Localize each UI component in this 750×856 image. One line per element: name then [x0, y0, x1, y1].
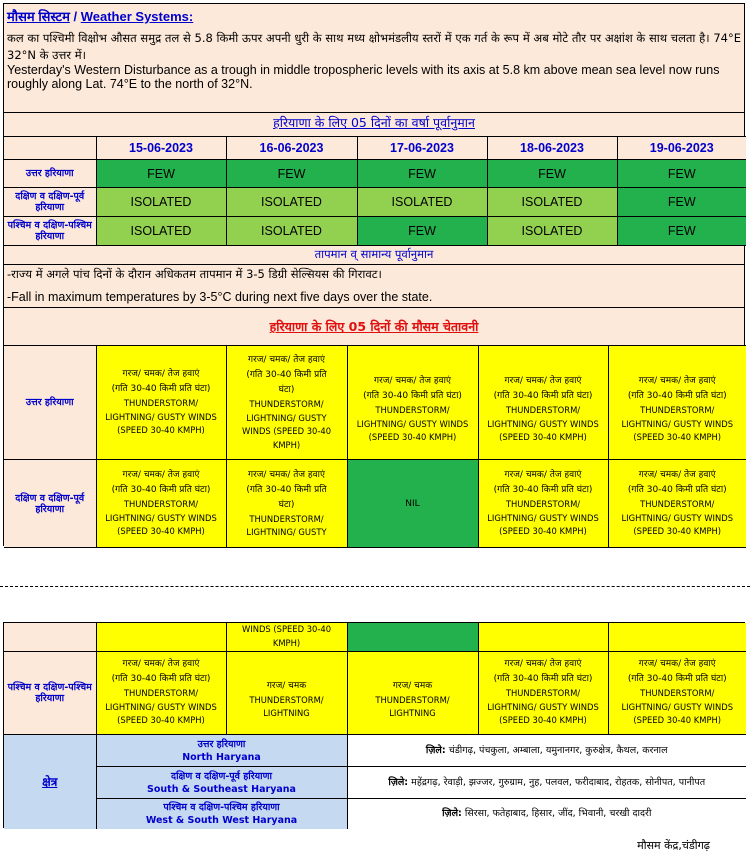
cell-text-line: गरज/ चमक/ तेज हवाएं: [122, 659, 200, 670]
bulletin-page-2: [3, 622, 745, 828]
cell-text-line: (SPEED 30-40 KMPH): [499, 715, 587, 726]
weather-warning-table-continued: [4, 623, 746, 735]
issuing-office: मौसम केंद्र,चंडीगढ़: [637, 839, 710, 852]
zone-name: [96, 799, 347, 829]
cell-text-line: LIGHTNING/ GUSTY: [246, 527, 327, 537]
temperature-text-hindi: -राज्य में अगले पांच दिनों के दौरान अधिकतम तापमान में 3-5 डिग्री सेल्सियस की गिरावट।: [7, 267, 382, 281]
cell-text-line: गरज/ चमक/ तेज हवाएं: [504, 376, 582, 387]
cell-text-line: (गति 30-40 किमी प्रति घंटा): [493, 674, 593, 685]
rainfall-cell: FEW: [617, 217, 746, 246]
cell-text-line: गरज/ चमक/ तेज हवाएं: [638, 470, 716, 481]
region-label-south: दक्षिण व दक्षिण-पूर्व हरियाणा: [4, 188, 96, 217]
rainfall-cell: ISOLATED: [226, 217, 357, 246]
rainfall-cell: FEW: [487, 160, 617, 188]
cell-text-line: THUNDERSTORM/: [505, 499, 581, 510]
cell-text-line: (गति 30-40 किमी प्रति: [246, 484, 327, 495]
cell-text-line: (गति 30-40 किमी प्रति घंटा): [493, 485, 593, 496]
cell-text-line: LIGHTNING/ GUSTY WINDS: [621, 701, 734, 712]
rainfall-forecast-title: हरियाणा के लिए 05 दिनों का वर्षा पूर्वानुमान: [273, 115, 475, 130]
cell-text-line: गरज/ चमक: [266, 680, 307, 691]
weather-systems-text-hindi: कल का पश्चिमी विक्षोभ औसत समुद्र तल से 5.8 किमी ऊपर अपनी धुरी के साथ मध्य क्षोभमंडलीय स्तरों में एक गर्त के रूप में अब मोटे तौर पर अक्षांश के साथ चलता है। 74°E 32°N के उत्तर में।: [7, 31, 741, 62]
warning-cell: [478, 651, 608, 734]
cell-text-line: North Haryana: [182, 751, 261, 763]
cell-text-line: WINDS (SPEED 30-40: [241, 426, 332, 436]
warning-cell: [608, 460, 746, 548]
cell-text-line: घंटा): [278, 385, 295, 395]
zones-label-cell: [4, 735, 96, 829]
cell-text-line: THUNDERSTORM/: [375, 694, 450, 705]
temperature-text-english: -Fall in maximum temperatures by 3-5°C during next five days over the state.: [7, 290, 433, 304]
cell-text-line: घंटा): [278, 499, 295, 510]
cell-text-line: LIGHTNING/ GUSTY: [246, 412, 327, 423]
table-corner: [4, 137, 96, 160]
cell-text-line: LIGHTNING: [389, 708, 436, 718]
cell-text-line: LIGHTNING/ GUSTY WINDS: [105, 512, 217, 523]
cell-text-line: (SPEED 30-40 KMPH): [117, 715, 205, 726]
cell-text-line: गरज/ चमक: [392, 680, 433, 691]
cell-text-line: KMPH): [272, 637, 301, 648]
cell-text-line: पश्चिम व दक्षिण-पश्चिम हरियाणा: [163, 801, 280, 813]
rainfall-cell: ISOLATED: [226, 188, 357, 217]
cell-text-line: (SPEED 30-40 KMPH): [117, 526, 205, 537]
cell-text-line: THUNDERSTORM/: [249, 399, 324, 409]
cell-text-line: गरज/ चमक/ तेज हवाएं: [638, 376, 716, 387]
weather-systems-heading: [4, 4, 744, 25]
rainfall-cell: FEW: [357, 160, 487, 188]
region-label-west: पश्चिम व दक्षिण-पश्चिम हरियाणा: [4, 217, 96, 246]
cell-text: ज़िले:: [442, 807, 462, 819]
rainfall-cell: ISOLATED: [487, 217, 617, 246]
rainfall-cell: ISOLATED: [487, 188, 617, 217]
cell-text-line: THUNDERSTORM/: [640, 688, 715, 699]
bulletin-page-1: [3, 3, 745, 546]
cell-text-line: THUNDERSTORM/: [123, 688, 199, 699]
zone-districts: [347, 799, 746, 829]
rainfall-forecast-table: [4, 136, 746, 246]
zone-name: [96, 767, 347, 799]
rainfall-cell: ISOLATED: [96, 188, 226, 217]
cell-text-line: WINDS (SPEED 30-40: [241, 624, 332, 635]
cell-text-line: (गति 30-40 किमी प्रति घंटा): [363, 391, 462, 402]
cell-text-line: गरज/ चमक/ तेज हवाएं: [122, 369, 200, 380]
weather-systems-text-english: Yesterday's Western Disturbance as a trough in middle tropospheric levels with its axis at 5.8 km above mean sea level now runs roughly along Lat. 74°E to the north of 32°N.: [7, 63, 720, 91]
zones-label: क्षेत्र: [42, 775, 58, 790]
cell-text-line: (गति 30-40 किमी प्रति घंटा): [111, 384, 211, 395]
cell-text: सिरसा, फतेहाबाद, हिसार, जींद, भिवानी, चरखी दादरी: [464, 807, 652, 819]
warning-cell: [478, 346, 608, 460]
date-header: 16-06-2023: [226, 137, 357, 160]
rainfall-cell: FEW: [226, 160, 357, 188]
warning-cell: [96, 623, 226, 651]
cell-text: ज़िले:: [388, 776, 409, 788]
cell-text-line: गरज/ चमक/ तेज हवाएं: [374, 376, 451, 387]
cell-text-line: West & South West Haryana: [145, 814, 298, 826]
warning-cell: [226, 460, 347, 548]
cell-text-line: दक्षिण व दक्षिण-पूर्व हरियाणा: [171, 770, 272, 782]
cell-text-line: (SPEED 30-40 KMPH): [633, 715, 722, 726]
warning-region-north: उत्तर हरियाणा: [4, 346, 96, 460]
warning-cell-nil-continued: [347, 623, 478, 651]
cell-text-line: THUNDERSTORM/: [505, 688, 581, 699]
cell-text-line: गरज/ चमक/ तेज हवाएं: [504, 659, 582, 670]
date-header: 15-06-2023: [96, 137, 226, 160]
warning-cell: [478, 460, 608, 548]
cell-text-line: गरज/ चमक/ तेज हवाएं: [122, 470, 200, 481]
rainfall-cell: FEW: [617, 188, 746, 217]
cell-text-line: LIGHTNING/ GUSTY WINDS: [356, 418, 469, 429]
rainfall-cell: ISOLATED: [357, 188, 487, 217]
heading-separator: /: [73, 9, 78, 24]
cell-text-line: KMPH): [272, 439, 301, 450]
zone-districts: [347, 767, 746, 799]
cell-text-line: गरज/ चमक/ तेज हवाएं: [504, 470, 582, 481]
warning-cell: [96, 460, 226, 548]
cell-text-line: THUNDERSTORM/: [123, 398, 199, 409]
warning-cell: [478, 623, 608, 651]
warning-cell: [226, 651, 347, 734]
weather-systems-section: [4, 4, 744, 112]
warning-cell: [347, 651, 478, 734]
cell-text-line: THUNDERSTORM/: [640, 405, 715, 416]
cell-text-line: (SPEED 30-40 KMPH): [117, 425, 205, 436]
date-header: 19-06-2023: [617, 137, 746, 160]
cell-text-line: LIGHTNING/ GUSTY WINDS: [621, 512, 734, 523]
cell-text-line: (SPEED 30-40 KMPH): [499, 432, 587, 443]
cell-text-line: (गति 30-40 किमी प्रति घंटा): [627, 391, 727, 402]
warning-cell: [608, 346, 746, 460]
cell-text-line: LIGHTNING/ GUSTY WINDS: [487, 701, 599, 712]
zone-name: [96, 735, 347, 767]
warning-cell: [96, 346, 226, 460]
cell-text-line: THUNDERSTORM/: [123, 499, 199, 510]
date-header: 17-06-2023: [357, 137, 487, 160]
cell-text-line: LIGHTNING/ GUSTY WINDS: [487, 418, 599, 429]
warning-region-west: पश्चिम व दक्षिण-पश्चिम हरियाणा: [4, 651, 96, 734]
cell-text-line: (SPEED 30-40 KMPH): [633, 432, 722, 443]
warning-cell-nil: NIL: [347, 460, 478, 548]
rainfall-cell: FEW: [617, 160, 746, 188]
cell-text-line: LIGHTNING/ GUSTY WINDS: [621, 418, 734, 429]
cell-text-line: (गति 30-40 किमी प्रति घंटा): [627, 674, 727, 685]
heading-english: Weather Systems:: [80, 9, 194, 24]
warning-cell: [96, 651, 226, 734]
cell-text-line: उत्तर हरियाणा: [197, 738, 246, 750]
page-break-line: [0, 586, 750, 587]
cell-text: चंडीगढ़, पंचकुला, अम्बाला, यमुनानगर, कुरुक्षेत्र, कैथल, करनाल: [448, 744, 668, 756]
cell-text-line: (SPEED 30-40 KMPH): [633, 526, 722, 537]
rainfall-cell: FEW: [357, 217, 487, 246]
cell-text-line: गरज/ चमक/ तेज हवाएं: [248, 469, 325, 480]
cell-text-line: LIGHTNING/ GUSTY WINDS: [105, 701, 217, 712]
cell-text-line: South & Southeast Haryana: [147, 783, 296, 795]
cell-text-line: गरज/ चमक/ तेज हवाएं: [248, 355, 325, 365]
cell-text-line: LIGHTNING: [263, 708, 310, 718]
table-spacer: [4, 623, 96, 651]
rainfall-cell: ISOLATED: [96, 217, 226, 246]
cell-text: महेंद्रगढ़, रेवाड़ी, झज्जर, गुरुग्राम, नुह, पलवल, फरीदाबाद, रोहतक, सोनीपत, पानीपत: [411, 776, 706, 788]
region-label-north: उत्तर हरियाणा: [4, 160, 96, 188]
cell-text-line: (गति 30-40 किमी प्रति: [246, 370, 327, 380]
cell-text-line: (SPEED 30-40 KMPH): [368, 432, 457, 443]
warning-cell: [608, 623, 746, 651]
cell-text-line: THUNDERSTORM/: [505, 405, 581, 416]
warning-cell: [347, 346, 478, 460]
cell-text-line: (गति 30-40 किमी प्रति घंटा): [111, 485, 211, 496]
zones-table: [4, 734, 746, 829]
cell-text-line: LIGHTNING/ GUSTY WINDS: [487, 512, 599, 523]
cell-text-line: THUNDERSTORM/: [640, 499, 715, 510]
warning-region-south: दक्षिण व दक्षिण-पूर्व हरियाणा: [4, 460, 96, 548]
temperature-forecast-title: तापमान व् सामान्य पूर्वानुमान: [314, 247, 434, 261]
cell-text-line: THUNDERSTORM/: [375, 405, 450, 416]
weather-warning-title: हरियाणा के लिए 05 दिनों की मौसम चेतावनी: [269, 319, 479, 334]
rainfall-cell: FEW: [96, 160, 226, 188]
cell-text-line: THUNDERSTORM/: [249, 513, 324, 524]
cell-text-line: LIGHTNING/ GUSTY WINDS: [105, 411, 217, 422]
warning-cell-continued: [226, 623, 347, 651]
cell-text-line: (SPEED 30-40 KMPH): [499, 526, 587, 537]
warning-cell: [226, 346, 347, 460]
cell-text-line: (गति 30-40 किमी प्रति घंटा): [627, 485, 727, 496]
cell-text: ज़िले:: [425, 744, 446, 756]
cell-text-line: गरज/ चमक/ तेज हवाएं: [638, 659, 716, 670]
cell-text-line: (गति 30-40 किमी प्रति घंटा): [111, 674, 211, 685]
date-header: 18-06-2023: [487, 137, 617, 160]
heading-hindi: मौसम सिस्टम: [7, 9, 70, 24]
zone-districts: [347, 735, 746, 767]
weather-warning-table: [4, 345, 746, 548]
warning-cell: [608, 651, 746, 734]
cell-text-line: THUNDERSTORM/: [249, 694, 324, 705]
cell-text-line: (गति 30-40 किमी प्रति घंटा): [493, 391, 593, 402]
